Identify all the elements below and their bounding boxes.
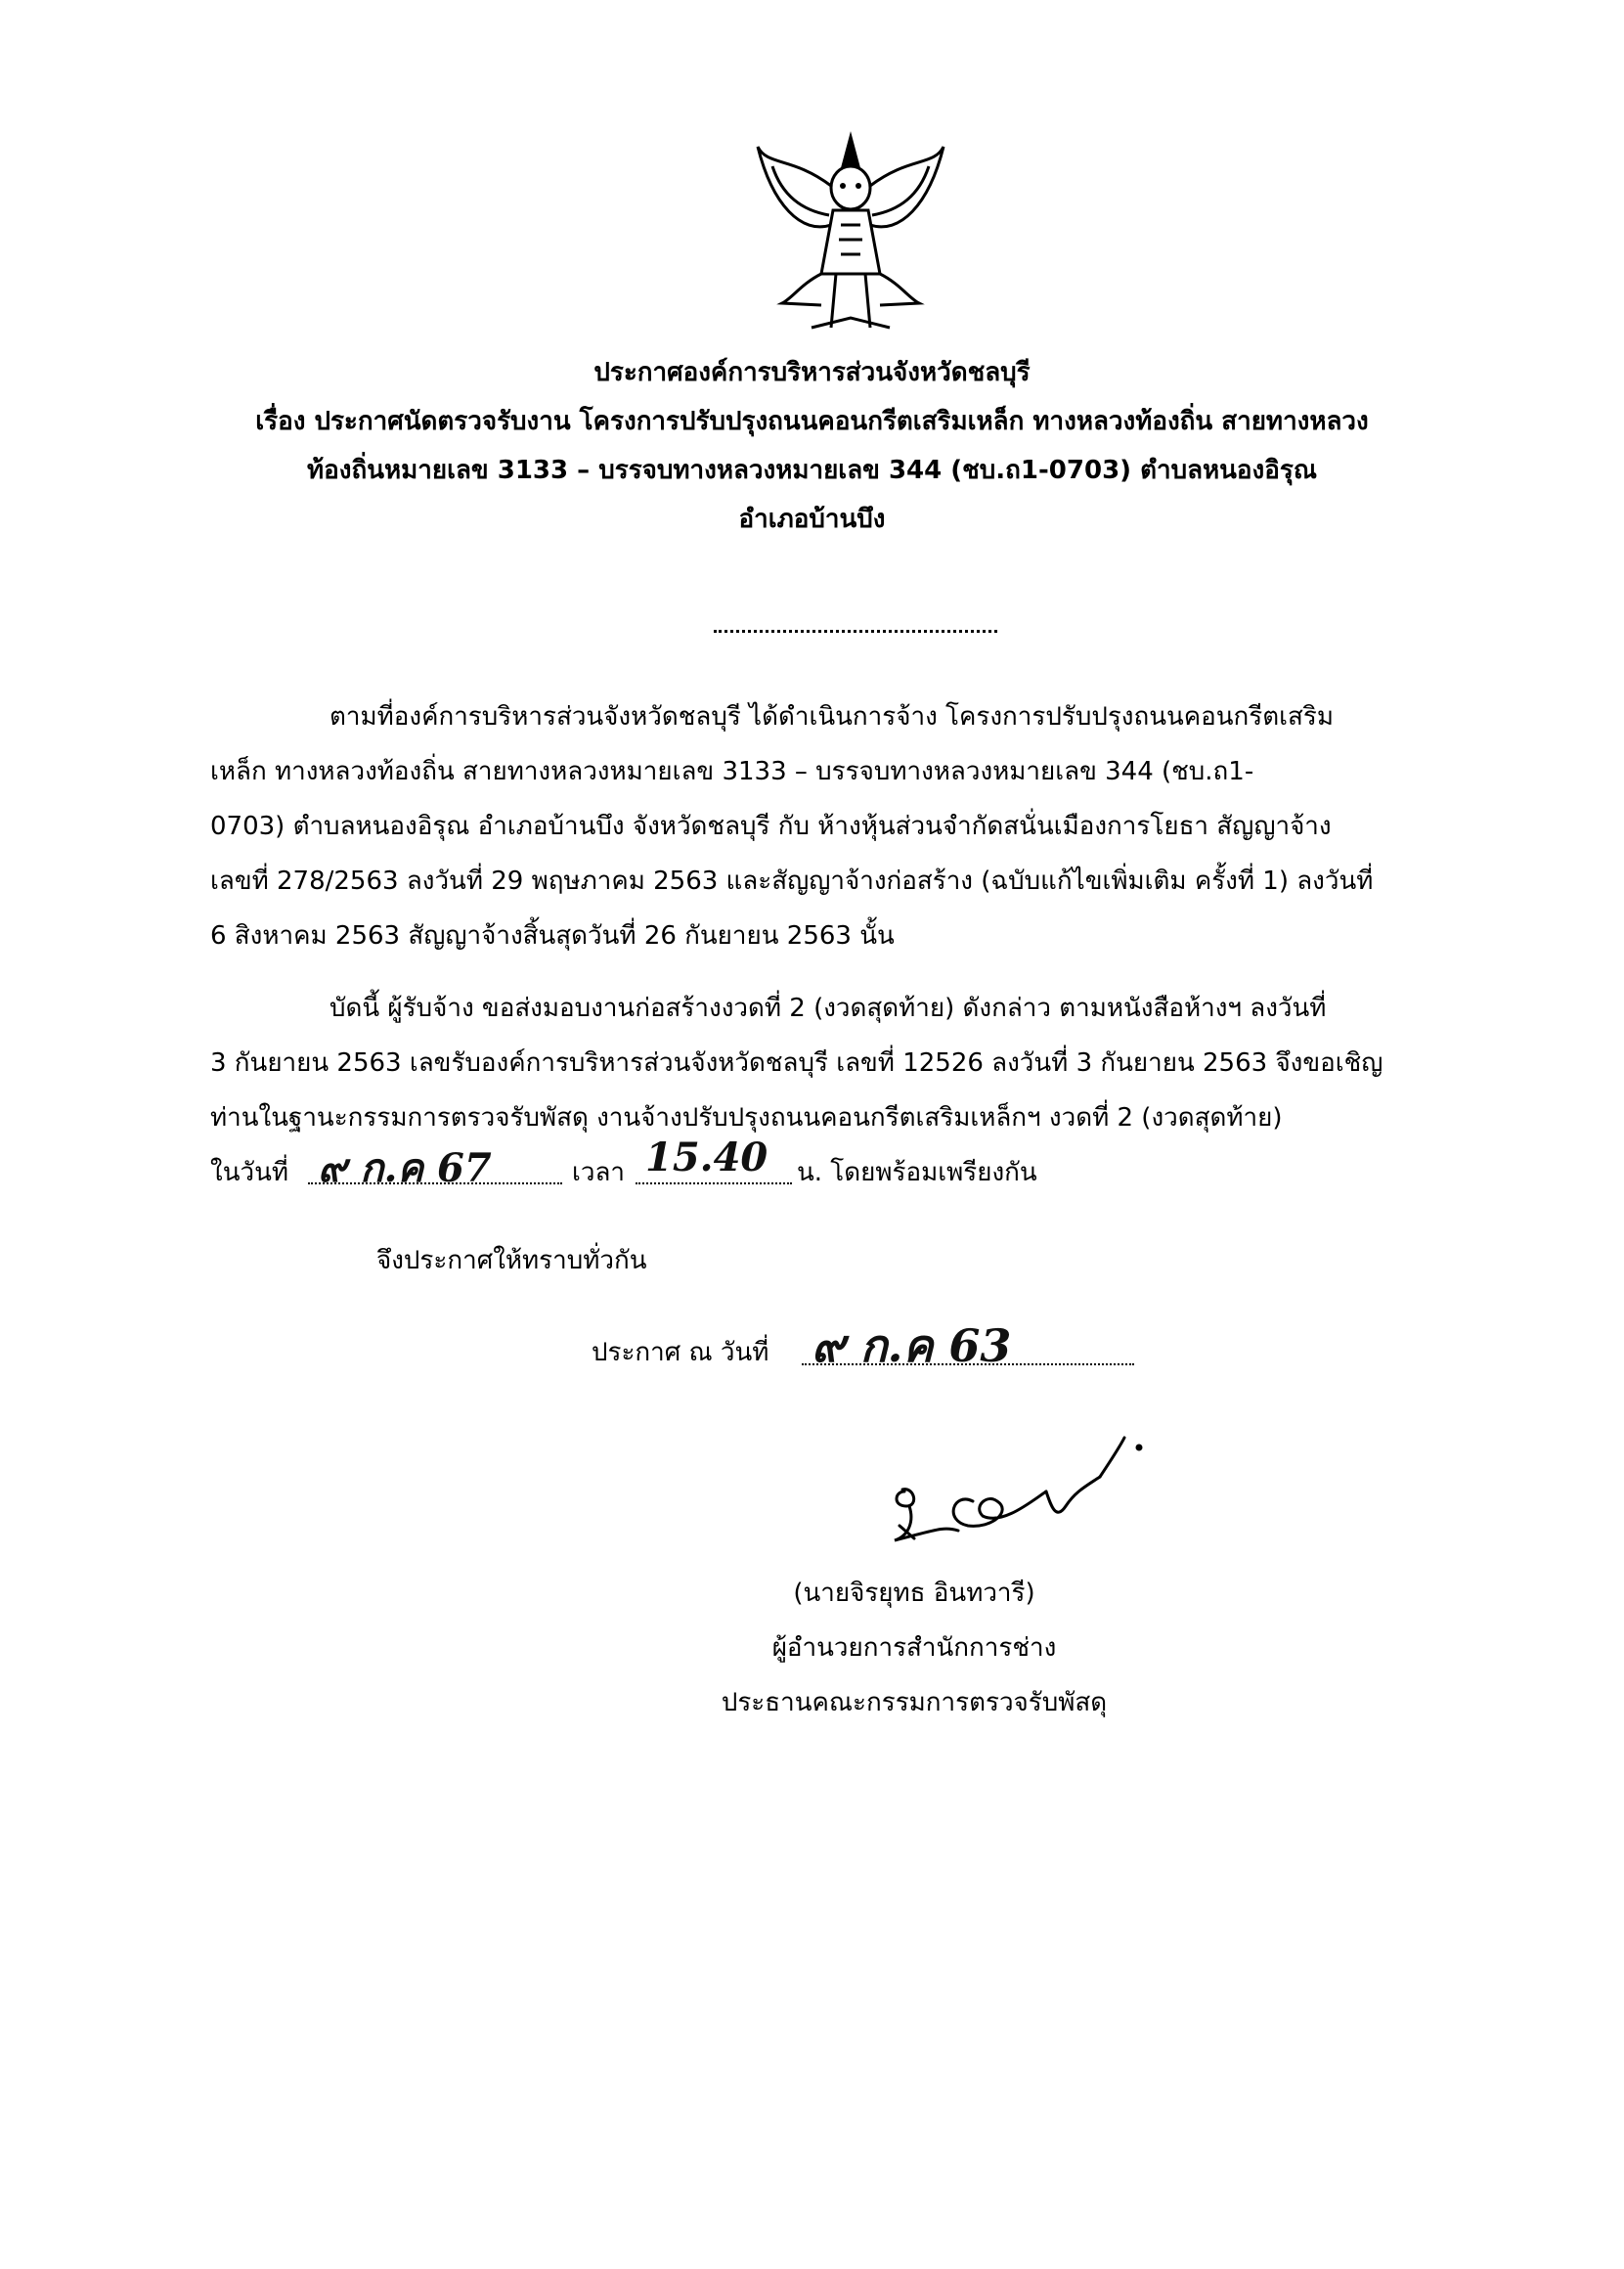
- signer-position: ผู้อำนวยการสำนักการช่าง: [771, 1633, 1057, 1663]
- paragraph2-time-label: เวลา: [572, 1158, 626, 1187]
- handwritten-announce-date: ๙ ก.ค 63: [812, 1319, 1012, 1372]
- paragraph1-line5: 6 สิงหาคม 2563 สัญญาจ้างสิ้นสุดวันที่ 26 กันยายน 2563 นั้น: [210, 921, 895, 951]
- header-line-4: อำเภอบ้านบึง: [738, 505, 886, 534]
- header-line-1: ประกาศองค์การบริหารส่วนจังหวัดชลบุรี: [593, 358, 1031, 387]
- handwritten-signature-icon: [875, 1433, 1168, 1560]
- paragraph2-line1: บัดนี้ ผู้รับจ้าง ขอส่งมอบงานก่อสร้างงวดที่ 2 (งวดสุดท้าย) ดังกล่าว ตามหนังสือห้างฯ ลงวันที่: [329, 994, 1327, 1023]
- garuda-emblem-icon: [753, 127, 948, 342]
- header-separator: [714, 626, 997, 633]
- paragraph2-date-label: ในวันที่: [210, 1158, 288, 1187]
- header-line-3: ท้องถิ่นหมายเลข 3133 – บรรจบทางหลวงหมายเลข 344 (ชบ.ถ1-0703) ตำบลหนองอิรุณ: [307, 456, 1317, 485]
- signer-role: ประธานคณะกรรมการตรวจรับพัสดุ: [721, 1688, 1108, 1717]
- announce-date-label: ประกาศ ณ วันที่: [592, 1338, 769, 1367]
- paragraph1-line2: เหล็ก ทางหลวงท้องถิ่น สายทางหลวงหมายเลข 3133 – บรรจบทางหลวงหมายเลข 344 (ชบ.ถ1-: [210, 757, 1254, 786]
- closing-text: จึงประกาศให้ทราบทั่วกัน: [376, 1246, 647, 1275]
- handwritten-meeting-time: 15.40: [645, 1134, 768, 1180]
- paragraph1-line3: 0703) ตำบลหนองอิรุณ อำเภอบ้านบึง จังหวัดชลบุรี กับ ห้างหุ้นส่วนจำกัดสนั่นเมืองการโยธา สัญญาจ้าง: [210, 812, 1332, 841]
- signer-name: (นายจิรยุทธ อินทวารี): [793, 1579, 1035, 1608]
- handwritten-meeting-date: ๙ ก.ค 67: [318, 1145, 492, 1191]
- paragraph2-line3: ท่านในฐานะกรรมการตรวจรับพัสดุ งานจ้างปรับปรุงถนนคอนกรีตเสริมเหล็กฯ งวดที่ 2 (งวดสุดท้าย): [210, 1103, 1283, 1133]
- paragraph1-line4: เลขที่ 278/2563 ลงวันที่ 29 พฤษภาคม 2563 และสัญญาจ้างก่อสร้าง (ฉบับแก้ไขเพิ่มเติม ครั้งที่ 1) ลงวันที่: [210, 867, 1374, 896]
- paragraph2-line4-suffix: น. โดยพร้อมเพรียงกัน: [797, 1158, 1037, 1187]
- paragraph2-line2: 3 กันยายน 2563 เลขรับองค์การบริหารส่วนจังหวัดชลบุรี เลขที่ 12526 ลงวันที่ 3 กันยายน 2563 จึงขอเชิญ: [210, 1048, 1383, 1078]
- paragraph1-line1: ตามที่องค์การบริหารส่วนจังหวัดชลบุรี ได้ดำเนินการจ้าง โครงการปรับปรุงถนนคอนกรีตเสริม: [329, 702, 1335, 732]
- header-subject-line: เรื่อง ประกาศนัดตรวจรับงาน โครงการปรับปรุงถนนคอนกรีตเสริมเหล็ก ทางหลวงท้องถิ่น สายทางหลวง: [255, 407, 1369, 436]
